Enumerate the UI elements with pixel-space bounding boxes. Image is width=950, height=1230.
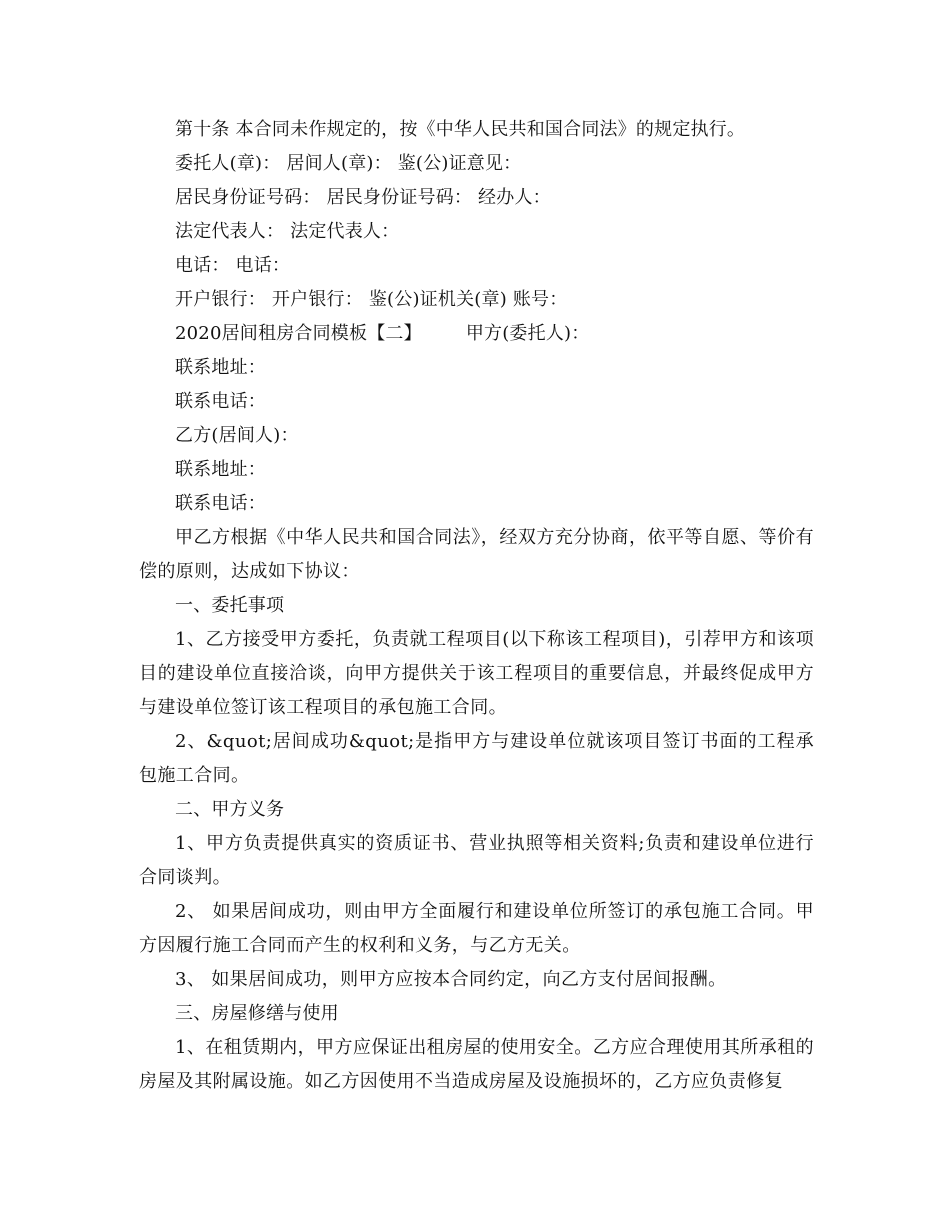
template-title: 2020居间租房合同模板【二】: [175, 323, 422, 344]
preamble-paragraph: 甲乙方根据《中华人民共和国合同法》，经双方充分协商，依平等自愿、等价有偿的原则，达成如下协议：: [139, 527, 814, 582]
section-2-item-1: 1、甲方负责提供真实的资质证书、营业执照等相关资料;负责和建设单位进行合同谈判。: [139, 833, 814, 888]
section-3-item-1: 1、在租赁期内，甲方应保证出租房屋的使用安全。乙方应合理使用其所承租的房屋及其附属设施。如乙方因使用不当造成房屋及设施损坏的，乙方应负责修复: [139, 1037, 814, 1092]
section-1-heading: 一、委托事项: [175, 595, 285, 616]
party-b-label: 乙方(居间人)：: [175, 425, 299, 446]
document-body: [139, 113, 814, 1099]
section-1-item-2: 2、&quot;居间成功&quot;是指甲方与建设单位就该项目签订书面的工程承包施工合同。: [139, 731, 814, 786]
template-title-line: [139, 317, 814, 351]
party-a-label: 甲方(委托人)：: [465, 323, 590, 344]
article-10-line: 第十条 本合同未作规定的，按《中华人民共和国合同法》的规定执行。: [175, 119, 746, 140]
signature-line: 委托人(章)： 居间人(章)： 鉴(公)证意见：: [175, 153, 522, 174]
section-3-heading: 三、房屋修缮与使用: [175, 1003, 339, 1024]
party-a-address: 联系地址：: [175, 357, 266, 378]
legal-representative-line: 法定代表人： 法定代表人：: [175, 221, 400, 242]
party-b-phone: 联系电话：: [175, 493, 266, 514]
section-1-item-1: 1、乙方接受甲方委托，负责就工程项目(以下称该工程项目)，引荐甲方和该项目的建设单位直接洽谈，向甲方提供关于该工程项目的重要信息，并最终促成甲方与建设单位签订该工程项目的承包施工合同。: [139, 629, 814, 718]
section-2-item-2: 2、 如果居间成功，则由甲方全面履行和建设单位所签订的承包施工合同。甲方因履行施工合同而产生的权利和义务，与乙方无关。: [139, 901, 814, 956]
phone-line: 电话： 电话：: [175, 255, 291, 276]
section-2-item-3: 3、 如果居间成功，则甲方应按本合同约定，向乙方支付居间报酬。: [175, 969, 727, 990]
bank-line: 开户银行： 开户银行： 鉴(公)证机关(章) 账号：: [175, 289, 568, 310]
id-number-line: 居民身份证号码： 居民身份证号码： 经办人：: [175, 187, 551, 208]
party-b-address: 联系地址：: [175, 459, 266, 480]
party-a-phone: 联系电话：: [175, 391, 266, 412]
section-2-heading: 二、甲方义务: [175, 799, 285, 820]
